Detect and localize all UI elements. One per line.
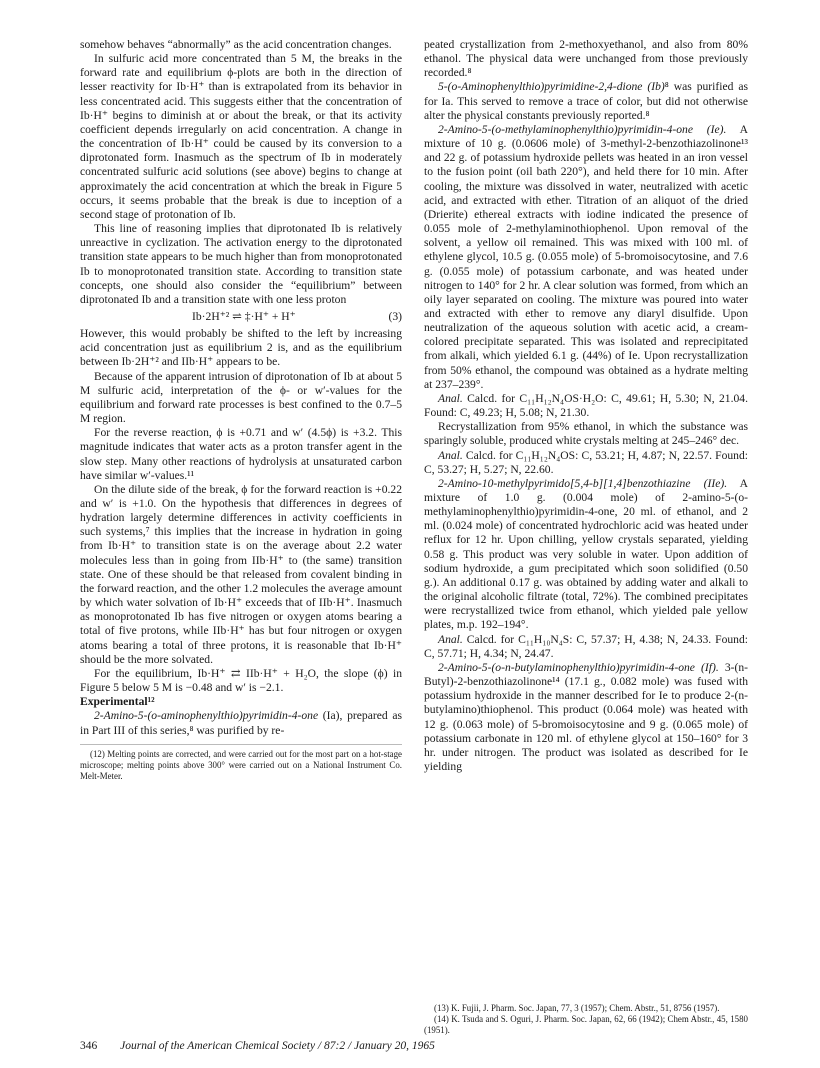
footnotes-left	[80, 744, 402, 782]
footnotes-right	[424, 1003, 748, 1036]
section-heading: Experimental¹²	[80, 695, 155, 709]
paragraph: However, this would probably be shifted to the left by increasing acid concentration just as equilibrium 2 is, and as the equilibrium between Ib·2H⁺² and IIb·H⁺ appears to be.	[80, 327, 402, 369]
paragraph: 5-(o-Aminophenylthio)pyrimidine-2,4-dione (Ib)⁸ was purified as for Ia. This served to remove a trace of color, but did not otherwise alter the physical constants previously reported.⁸	[424, 80, 748, 122]
paragraph: 2-Amino-5-(o-methylaminophenylthio)pyrimidin-4-one (Ie). A mixture of 10 g. (0.0606 mole) of 3-methyl-2-benzothiazolinone¹³ and 22 g. of potassium hydroxide pellets was heated in an iron vessel to the fusion point (oil bath 220°), and held there for 10 min. After cooling, the mixture was dissolved in water, neutralized with acetic acid, and extracted with ether. Titration of an aliquot of the dried (Drierite) ethereal extracts with iodine indicated the presence of 0.055 mole of 2-methylaminothiophenol. Upon removal of the solvent, a yellow oil remained. This was mixed with 100 ml. of ethylene glycol, 10.5 g. (0.055 mole) of 5-bromoisocytosine, and 7.6 g. (0.055 mole) of potassium carbonate, and was heated under nitrogen to 140° for 2 hr. A clear solution was formed, from which an oily layer separated on cooling. The mixture was poured into water and extracted with ether to remove any diaryl disulfide. Upon neutralization of the aqueous solution with acetic acid, a cream-colored precipitate separated. This was isolated and reprecipitated from alkali, which yielded 6.1 g. (44%) of Ie. Upon recrystallization from 50% ethanol, the compound was obtained as a hydrate melting at 237–239°.	[424, 122, 748, 391]
paragraph: 2-Amino-5-(o-aminophenylthio)pyrimidin-4-one (Ia), prepared as in Part III of this series,⁸ was purified by re-	[80, 709, 402, 737]
paragraph: In sulfuric acid more concentrated than 5 M, the breaks in the forward rate and equilibrium ϕ-plots are both in the direction of lesser reactivity for Ib·H⁺ than is extrapolated from its behavior in less concentrated acid. This suggests either that the concentration of Ib·H⁺ begins to diminish at or about the break, or that its activity coefficient depends irregularly on acid concentration. A change in the concentration of Ib·H⁺ could be caused by its conversion to a diprotonated form. Inasmuch as the spectrum of Ib in moderately concentrated sulfuric acid solutions (see above) begins to change at approximately the acid concentration at which the break in Figure 5 occurs, it seems probable that the break is due to inception of a second stage of protonation of Ib.	[80, 52, 402, 221]
paragraph: peated crystallization from 2-methoxyethanol, and also from 80% ethanol. The physical data were unchanged from those previously recorded.⁸	[424, 38, 748, 80]
footnote-12: (12) Melting points are corrected, and were carried out for the most part on a hot-stage microscope; melting points above 300° were carried out on a National Instrument Co. Melt-Meter.	[80, 748, 402, 781]
paragraph: This line of reasoning implies that diprotonated Ib is relatively unreactive in cyclization. The activation energy to the diprotonated transition state appears to be much higher than from monoprotonated Ib to monoprotonated transition state. According to transition state concepts, one should also consider the “equilibrium” between diprotonated Ib and a transition state with one less proton	[80, 222, 402, 306]
paragraph: Anal. Calcd. for C₁₁H₁₂N₄OS·H₂O: C, 49.61; H, 5.30; N, 21.04. Found: C, 49.23; H, 5.08; N, 21.30.	[424, 391, 748, 420]
page-number: 346	[80, 1040, 98, 1052]
right-column	[424, 38, 748, 774]
compound-title: 2-Amino-5-(o-methylaminophenylthio)pyrimidin-4-one (Ie).	[438, 122, 727, 136]
anal-label: Anal.	[438, 448, 463, 462]
paragraph: Because of the apparent intrusion of diprotonation of Ib at about 5 M sulfuric acid, interpretation of the ϕ- or w′-values for the equilibrium and forward rate processes is best confined to the 0.7–5 M region.	[80, 369, 402, 426]
paragraph: Anal. Calcd. for C₁₁H₁₂N₄OS: C, 53.21; H, 4.87; N, 22.57. Found: C, 53.27; H, 5.27; N, 22.60.	[424, 448, 748, 476]
anal-label: Anal.	[438, 632, 463, 646]
compound-title: 5-(o-Aminophenylthio)pyrimidine-2,4-dione (Ib)	[438, 80, 665, 94]
footnote-14: (14) K. Tsuda and S. Oguri, J. Pharm. Soc. Japan, 62, 66 (1942); Chem Abstr., 45, 1580 (1951).	[424, 1014, 748, 1035]
equation-number: (3)	[388, 309, 402, 323]
paragraph: For the equilibrium, Ib·H⁺ ⇄ IIb·H⁺ + H₂O, the slope (ϕ) in Figure 5 below 5 M is −0.48 and w′ is −2.1.	[80, 666, 402, 695]
paragraph: On the dilute side of the break, ϕ for the forward reaction is +0.22 and w′ is +1.0. On the hypothesis that differences in degrees of hydration largely determine differences in activity coefficients in such systems,⁷ this implies that the increase in hydration in going from Ib·H⁺ to transition state is on the average about 2.2 water molecules less than in going from IIb·H⁺ to (the same) transition state. One of these should be that released from covalent binding in the forward reaction, and the other 1.2 molecules the average amount by which water solvation of Ib·H⁺ exceeds that of IIb·H⁺. Inasmuch as monoprotonated Ib has five nitrogen or oxygen atoms bearing a total of five protons, while IIb·H⁺ has but four nitrogen or oxygen atoms bearing a total of three protons, it is reasonable that Ib·H⁺ should be the more solvated.	[80, 482, 402, 666]
equation-text: Ib·2H⁺² ⇌ ‡·H⁺ + H⁺	[192, 309, 296, 323]
journal-citation: Journal of the American Chemical Society / 87:2 / January 20, 1965	[120, 1040, 435, 1052]
compound-title: 2-Amino-5-(o-aminophenylthio)pyrimidin-4-one	[94, 709, 319, 723]
paragraph: Anal. Calcd. for C₁₁H₁₀N₄S: C, 57.37; H, 4.38; N, 24.33. Found: C, 57.71; H, 4.34; N, 24.47.	[424, 632, 748, 660]
compound-title: 2-Amino-10-methylpyrimido[5,4-b][1,4]benzothiazine (IIe).	[438, 476, 728, 490]
compound-title: 2-Amino-5-(o-n-butylaminophenylthio)pyrimidin-4-one (If).	[438, 660, 719, 674]
paragraph: somehow behaves “abnormally” as the acid concentration changes.	[80, 38, 392, 51]
footnote-13: (13) K. Fujii, J. Pharm. Soc. Japan, 77, 3 (1957); Chem. Abstr., 51, 8756 (1957).	[434, 1003, 720, 1013]
paragraph: Recrystallization from 95% ethanol, in which the substance was sparingly soluble, produced white crystals melting at 245–246° dec.	[424, 420, 748, 448]
equation-3	[80, 310, 402, 324]
anal-label: Anal.	[438, 391, 463, 405]
page-footer	[80, 1040, 748, 1052]
paragraph: 2-Amino-5-(o-n-butylaminophenylthio)pyrimidin-4-one (If). 3-(n-Butyl)-2-benzothiazolinone¹⁴ (17.1 g., 0.082 mole) was fused with potassium hydroxide in the manner described for Ie to produce 2-(n-butylamino)thiophenol. This product (0.064 mole) was heated with 12 g. (0.063 mole) of 5-bromoisocytosine and 9 g. (0.065 mole) of potassium carbonate in 120 ml. of ethylene glycol at 150–160° for 3 hr. under nitrogen. The product was isolated as described for Ie yielding	[424, 660, 749, 773]
left-column	[80, 38, 402, 782]
paragraph: For the reverse reaction, ϕ is +0.71 and w′ (4.5ϕ) is +3.2. This magnitude indicates that water acts as a proton transfer agent in the slow step. Many other reactions of hydrolysis at unsaturated carbon have similar w′-values.¹¹	[80, 426, 402, 482]
paragraph: 2-Amino-10-methylpyrimido[5,4-b][1,4]benzothiazine (IIe). A mixture of 1.0 g. (0.004 mole) of 2-amino-5-(o-methylaminophenylthio)pyrimidin-4-one, 20 ml. of ethanol, and 2 ml. (0.024 mole) of concentrated hydrochloric acid was heated under reflux for 12 hr. Upon chilling, yellow crystals separated, yielding 0.58 g. This product was very soluble in water. Upon addition of sodium hydroxide, a gum precipitated which soon solidified (0.50 g.). An additional 0.17 g. was obtained by adding water and alkali to the original alcoholic filtrate (total, 72%). The combined precipitates were recrystallized twice from ethanol, which yielded pale yellow plates, m.p. 192–194°.	[424, 476, 748, 632]
